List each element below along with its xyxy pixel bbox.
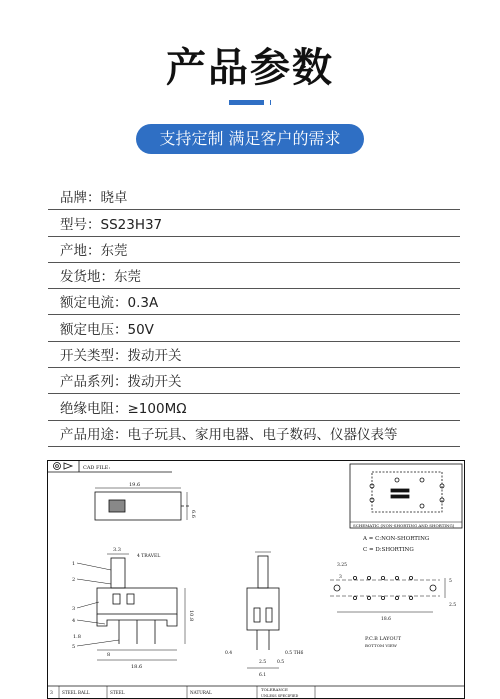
footer-steel: STEEL — [110, 690, 125, 695]
spec-text: 品牌：晓卓 — [60, 190, 128, 207]
projection-circle-icon — [54, 463, 61, 470]
dim-pin-width: 0.4 — [225, 651, 233, 656]
side-slot-1 — [254, 608, 260, 622]
footer-steel-ball: STEEL BALL — [62, 690, 90, 695]
footer-num: 3 — [50, 691, 53, 696]
leader-1 — [77, 563, 111, 570]
slot-1 — [113, 594, 120, 604]
leader-3 — [77, 602, 99, 608]
legend-non-shorting: A = C:NON-SHORTING — [363, 536, 430, 542]
cad-file-label: CAD FILE: — [83, 465, 111, 471]
switch-body-front — [97, 588, 177, 614]
spec-text: 额定电压：50V — [60, 321, 154, 338]
callout-3: 3 — [72, 606, 76, 612]
pcb-pad-10 — [409, 596, 412, 599]
pcb-caption-sub: BOTTOM VIEW — [365, 643, 397, 648]
spec-row-current — [48, 289, 460, 315]
spec-text: 产品系列：拨动开关 — [60, 374, 182, 391]
side-slot-2 — [266, 608, 272, 622]
dim-side-a: 2.5 — [259, 660, 267, 665]
spec-row-voltage — [48, 315, 460, 341]
pcb-pad-1 — [353, 576, 356, 579]
switch-slider-knob — [109, 500, 125, 512]
actuator-side — [258, 556, 268, 588]
callout-5: 5 — [72, 644, 76, 650]
subtitle-banner: 支持定制 满足客户的需求 — [136, 124, 364, 154]
pcb-dim-a: 3.25 — [337, 563, 348, 568]
dim-side-b: 0.5 — [277, 660, 285, 665]
travel-label: 4 TRAVEL — [137, 554, 161, 559]
pcb-pad-6 — [353, 596, 356, 599]
spec-text: 额定电流：0.3A — [60, 295, 159, 312]
pcb-caption: P.C.B LAYOUT — [365, 636, 402, 642]
projection-cone-icon — [64, 463, 72, 469]
pcb-dim-d: 2.5 — [449, 603, 457, 608]
callout-4: 4 — [72, 618, 76, 624]
terminal-f — [420, 504, 424, 508]
projection-dot-icon — [56, 465, 59, 468]
dim-pins-b: 1.8 — [73, 634, 81, 640]
dim-actuator: 3.3 — [113, 547, 121, 553]
dim-top-height: 6.6 — [190, 510, 196, 518]
dim-base: 18.6 — [131, 664, 143, 670]
leader-2 — [77, 579, 111, 584]
contact-bar-top — [391, 489, 409, 492]
pcb-pad-3 — [381, 576, 384, 579]
pcb-pad-4 — [395, 576, 398, 579]
pcb-pad-2 — [367, 576, 370, 579]
spec-text: 开关类型：拨动开关 — [60, 348, 182, 365]
spec-text: 绝缘电阻：≥100MΩ — [60, 400, 187, 417]
spec-row-switch-type — [48, 342, 460, 368]
terminal-b — [395, 478, 399, 482]
spec-list — [48, 184, 460, 447]
pcb-dim-width: 18.6 — [381, 617, 392, 622]
spec-row-model — [48, 210, 460, 236]
terminal-c — [420, 478, 424, 482]
leader-5 — [77, 640, 119, 646]
spec-row-origin — [48, 237, 460, 263]
spec-row-brand — [48, 184, 460, 210]
dim-height: 10.8 — [188, 610, 194, 622]
footer-tolerance-sub: UNLESS SPECIFIED — [261, 694, 299, 698]
leader-4 — [77, 620, 105, 624]
contact-bar-bottom — [391, 495, 409, 498]
schematic-caption: SCHEMATIC (NON-SHORTING AND SHORTING) — [353, 523, 455, 528]
pcb-pad-7 — [367, 596, 370, 599]
pcb-dim-b: 3 — [339, 575, 342, 580]
slot-2 — [127, 594, 134, 604]
switch-body-side — [247, 588, 279, 630]
spec-text: 型号：SS23H37 — [60, 216, 163, 233]
dim-side-pin: 0.5 TH6 — [285, 651, 304, 656]
dim-side-width: 6.1 — [259, 673, 267, 678]
pcb-pad-5 — [409, 576, 412, 579]
spec-text: 产地：东莞 — [60, 242, 128, 259]
pcb-pad-8 — [381, 596, 384, 599]
switch-top-view — [95, 492, 181, 520]
callout-2: 2 — [72, 577, 76, 583]
spec-row-ship-from — [48, 263, 460, 289]
footer-natural: NATURAL — [190, 690, 212, 695]
dim-top-width: 19.6 — [129, 482, 141, 488]
title-underline-dot — [264, 100, 270, 105]
spec-text: 发货地：东莞 — [60, 269, 141, 286]
spec-row-usage — [48, 421, 460, 447]
pcb-hole-right — [430, 585, 436, 591]
spec-row-insulation — [48, 394, 460, 420]
actuator-front — [111, 558, 125, 588]
spec-row-series — [48, 368, 460, 394]
pcb-dim-c: 5 — [449, 579, 452, 584]
footer-tolerance: TOLERANCE — [261, 687, 288, 692]
pcb-pad-9 — [395, 596, 398, 599]
legend-shorting: C = D:SHORTING — [363, 547, 414, 553]
dim-pins-a: 8 — [107, 652, 111, 658]
technical-drawing — [47, 460, 465, 699]
callout-1: 1 — [72, 561, 76, 567]
spec-text: 产品用途：电子玩具、家用电器、电子数码、仪器仪表等 — [60, 426, 398, 443]
page-title: 产品参数 — [166, 45, 334, 91]
pcb-hole-left — [334, 585, 340, 591]
